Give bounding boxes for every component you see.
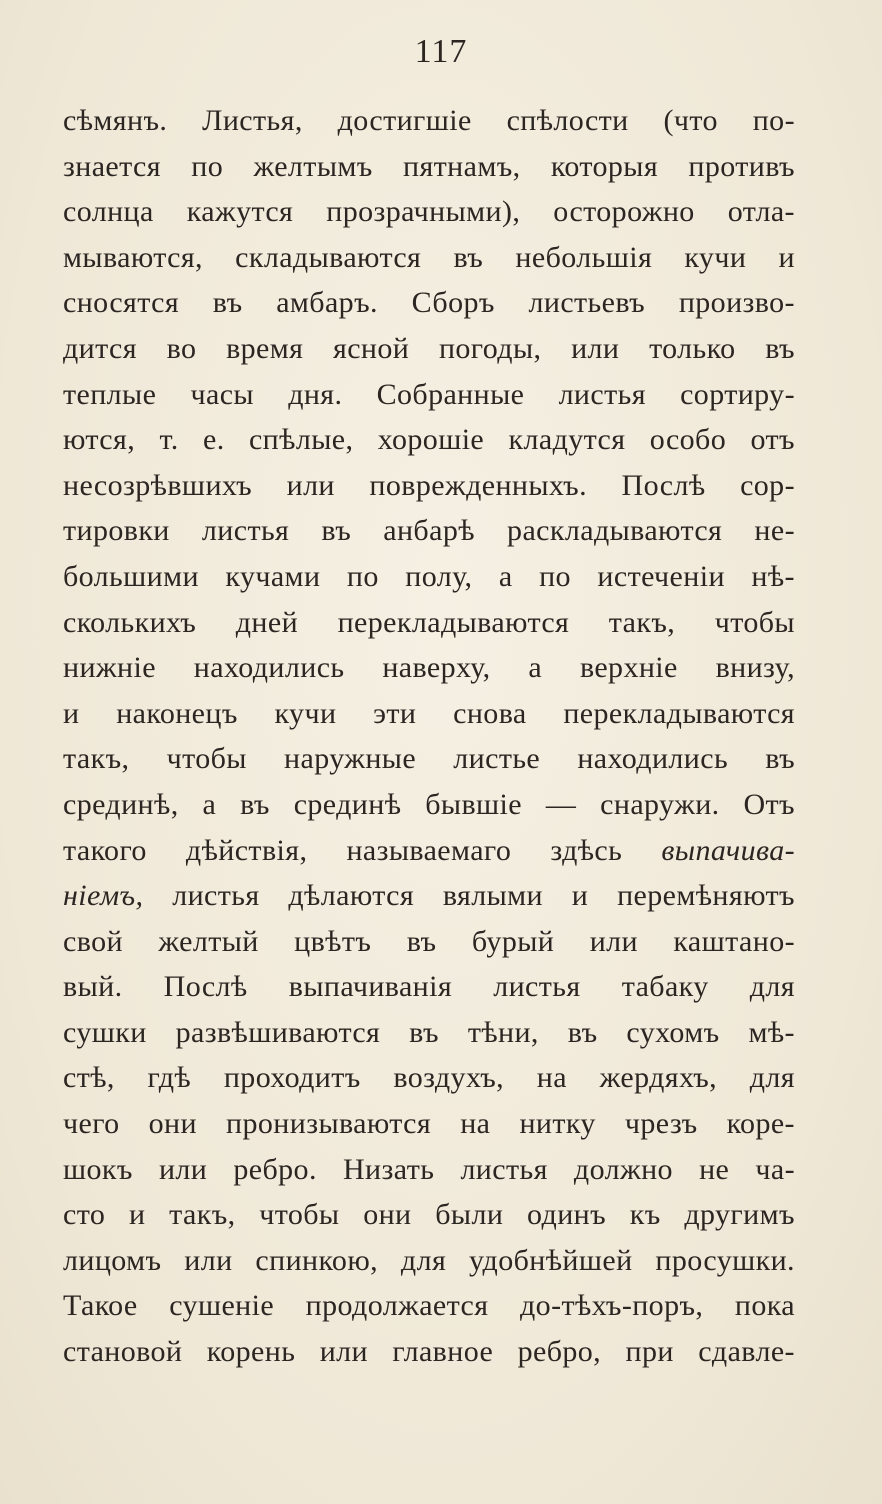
word: называемаго: [346, 833, 512, 867]
text-line: [63, 417, 795, 463]
word: чтобы: [714, 605, 795, 639]
text-line: [63, 600, 795, 646]
word: въ: [321, 514, 352, 548]
word: по: [191, 149, 224, 183]
word: и: [571, 879, 589, 913]
word: мѣ-: [748, 1015, 795, 1049]
word: дней: [235, 605, 299, 639]
word: выпачива-: [661, 833, 795, 867]
word: такъ,: [608, 605, 676, 639]
text-line: [63, 1192, 795, 1238]
page-number: 117: [414, 33, 468, 70]
word: —: [545, 787, 577, 821]
word: находились: [577, 742, 729, 776]
word: къ: [629, 1198, 661, 1232]
word: сортиру-: [680, 377, 795, 411]
word: въ: [765, 331, 795, 365]
word: Листья,: [202, 104, 303, 137]
word: не-: [754, 514, 795, 548]
word: небольшія: [515, 240, 653, 274]
word: снаружи.: [600, 787, 720, 821]
word: должно: [573, 1152, 673, 1186]
word: достигшіе: [337, 104, 472, 137]
word: удобнѣйшей: [469, 1243, 633, 1277]
word: особо: [649, 423, 727, 457]
word: воздухъ,: [393, 1061, 505, 1095]
text-line: [63, 964, 795, 1010]
word: листья: [201, 514, 290, 548]
text-line: [63, 189, 795, 235]
word: только: [649, 331, 736, 365]
word: становой: [63, 1335, 183, 1369]
word: вялыми: [442, 879, 543, 913]
word: по: [346, 559, 379, 593]
word: на: [536, 1061, 567, 1095]
word: или: [319, 1335, 368, 1369]
word: дѣйствія,: [185, 833, 308, 867]
word: во: [166, 331, 197, 365]
body-text: [63, 98, 795, 1375]
word: такъ,: [169, 1198, 236, 1232]
word: верхніе: [579, 651, 678, 685]
word: свой: [63, 924, 123, 958]
text-line: [63, 1147, 795, 1193]
word: наружные: [284, 742, 417, 776]
word: листье: [453, 742, 541, 776]
word: въ: [453, 240, 484, 274]
text-line: [63, 1238, 795, 1284]
word: листья: [493, 970, 581, 1004]
word: сдавле-: [698, 1335, 795, 1369]
word: дѣлаются: [288, 879, 415, 913]
word: прозрачными),: [326, 195, 521, 229]
word: чтобы: [259, 1198, 340, 1232]
word: время: [226, 331, 304, 365]
word: листья: [172, 879, 260, 913]
word: амбаръ.: [276, 286, 378, 320]
text-line: [63, 235, 795, 281]
word: Сборъ: [411, 286, 495, 320]
word: другимъ: [684, 1198, 795, 1232]
word: листья: [558, 377, 646, 411]
word: бывшіе: [425, 787, 523, 821]
word: или: [158, 1152, 208, 1186]
word: въ: [406, 924, 437, 958]
word: развѣшиваются: [175, 1015, 381, 1049]
word: сто: [63, 1198, 106, 1232]
word: Низать: [342, 1152, 435, 1186]
word: каштано-: [673, 924, 795, 958]
word: спѣлости: [506, 104, 629, 137]
word: чего: [63, 1107, 120, 1141]
word: полу,: [405, 559, 473, 593]
word: часы: [190, 377, 254, 411]
text-line: [63, 508, 795, 554]
word: наконецъ: [116, 696, 238, 730]
text-line: [63, 1329, 795, 1375]
word: главное: [392, 1335, 494, 1369]
word: такъ,: [63, 742, 130, 776]
word: отла-: [727, 195, 795, 229]
word: дится: [63, 331, 137, 365]
word: отъ: [750, 423, 795, 457]
word: находились: [193, 651, 345, 685]
word: на: [460, 1107, 491, 1141]
word: большими: [63, 559, 199, 593]
word: при: [625, 1335, 674, 1369]
word: здѣсь: [550, 833, 623, 867]
text-line: [63, 554, 795, 600]
word: а: [498, 559, 513, 593]
word: въ: [212, 286, 243, 320]
word: Послѣ: [621, 468, 706, 502]
word: кучи: [684, 240, 747, 274]
word: снова: [453, 696, 527, 730]
word: ясной: [333, 331, 410, 365]
word: несозрѣвшихъ: [63, 468, 253, 502]
word: срединѣ: [293, 787, 402, 821]
word: хорошіе: [377, 423, 485, 457]
word: кажутся: [186, 195, 294, 229]
word: они: [363, 1198, 412, 1232]
word: и: [128, 1198, 146, 1232]
word: они: [148, 1107, 197, 1141]
word: или: [571, 331, 620, 365]
word: одинъ: [527, 1198, 607, 1232]
word: осторожно: [553, 195, 695, 229]
word: ча-: [755, 1152, 795, 1186]
word: сушеніе: [169, 1289, 275, 1323]
text-line: [63, 828, 795, 874]
word: анбарѣ: [383, 514, 475, 548]
word: истеченіи: [597, 559, 725, 593]
word: ются,: [63, 423, 136, 457]
word: въ: [567, 1015, 598, 1049]
word: или: [286, 468, 335, 502]
word: сор-: [740, 468, 795, 502]
word: сколькихъ: [63, 605, 197, 639]
word: Отъ: [743, 787, 795, 821]
word: коре-: [726, 1107, 795, 1141]
word: пятнамъ,: [403, 149, 521, 183]
word: ребро.: [233, 1152, 317, 1186]
word: дня.: [288, 377, 343, 411]
word: внизу,: [715, 651, 795, 685]
word: пока: [734, 1289, 795, 1323]
word: сухомъ: [626, 1015, 720, 1049]
word: шокъ: [63, 1152, 133, 1186]
word: наверху,: [382, 651, 491, 685]
word: вый.: [63, 970, 123, 1004]
word: перемѣняютъ: [617, 879, 795, 913]
text-line: [63, 736, 795, 782]
word: въ: [409, 1015, 439, 1049]
word: (что: [663, 104, 718, 137]
text-line: [63, 326, 795, 372]
text-line: [63, 280, 795, 326]
word: корень: [206, 1335, 296, 1369]
word: чтобы: [166, 742, 247, 776]
word: нѣ-: [751, 559, 795, 593]
word: погоды,: [438, 331, 542, 365]
word: листья: [460, 1152, 548, 1186]
word: мываются,: [63, 240, 203, 274]
word: сѣмянъ.: [63, 104, 168, 137]
word: желтымъ: [253, 149, 373, 183]
text-line: [63, 1055, 795, 1101]
word: листьевъ: [528, 286, 646, 320]
text-line: [63, 372, 795, 418]
word: перекладываются: [563, 696, 795, 730]
word: или: [589, 924, 638, 958]
text-line: [63, 1101, 795, 1147]
word: выпачиванія: [288, 970, 453, 1004]
word: а: [202, 787, 217, 821]
word: для: [749, 1061, 795, 1095]
word: противъ: [688, 149, 795, 183]
word: по: [539, 559, 571, 593]
text-line: [63, 782, 795, 828]
word: Собранные: [376, 377, 525, 411]
word: бурый: [471, 924, 555, 958]
word: нитку: [519, 1107, 596, 1141]
word: тѣни,: [467, 1015, 539, 1049]
word: до-тѣхъ-поръ,: [520, 1289, 704, 1323]
word: а: [528, 651, 543, 685]
word: эти: [373, 696, 417, 730]
word: продолжается: [305, 1289, 489, 1323]
word: въ: [240, 787, 270, 821]
word: кучи: [274, 696, 337, 730]
word: не: [699, 1152, 730, 1186]
word: теплые: [63, 377, 157, 411]
text-line: [63, 919, 795, 965]
word: произво-: [678, 286, 795, 320]
word: по-: [752, 104, 795, 137]
word: т.: [159, 423, 179, 457]
text-line: [63, 144, 795, 190]
word: срединѣ,: [63, 787, 179, 821]
word: ніемъ,: [63, 879, 144, 913]
word: сушки: [63, 1015, 147, 1049]
word: для: [400, 1243, 447, 1277]
word: Такое: [63, 1289, 138, 1323]
text-line: [63, 463, 795, 509]
text-line: [63, 873, 795, 919]
word: сносятся: [63, 286, 180, 320]
word: нижніе: [63, 651, 156, 685]
word: тировки: [63, 514, 170, 548]
word: или: [184, 1243, 233, 1277]
word: и: [63, 696, 80, 730]
word: для: [749, 970, 795, 1004]
text-line: [63, 98, 795, 144]
word: гдѣ: [147, 1061, 192, 1095]
text-line: [63, 1283, 795, 1329]
word: перекладываются: [337, 605, 570, 639]
word: ребро,: [517, 1335, 602, 1369]
word: цвѣтъ: [294, 924, 372, 958]
word: раскладываются: [507, 514, 723, 548]
word: проходитъ: [223, 1061, 361, 1095]
word: желтый: [158, 924, 259, 958]
word: чрезъ: [624, 1107, 698, 1141]
text-line: [63, 645, 795, 691]
word: спинкою,: [255, 1243, 379, 1277]
word: просушки.: [655, 1243, 795, 1277]
word: Послѣ: [163, 970, 248, 1004]
word: е.: [202, 423, 225, 457]
word: въ: [765, 742, 795, 776]
word: пронизываются: [226, 1107, 432, 1141]
word: знается: [63, 149, 161, 183]
word: табаку: [621, 970, 709, 1004]
word: поврежденныхъ.: [369, 468, 587, 502]
word: жердяхъ,: [599, 1061, 718, 1095]
word: были: [435, 1198, 504, 1232]
word: складываются: [235, 240, 422, 274]
word: спѣлые,: [248, 423, 354, 457]
word: солнца: [63, 195, 154, 229]
word: стѣ,: [63, 1061, 115, 1095]
word: которыя: [550, 149, 659, 183]
word: и: [778, 240, 795, 274]
word: такого: [63, 833, 147, 867]
word: лицомъ: [63, 1243, 162, 1277]
text-line: [63, 691, 795, 737]
text-line: [63, 1010, 795, 1056]
word: кучами: [225, 559, 321, 593]
word: кладутся: [508, 423, 626, 457]
